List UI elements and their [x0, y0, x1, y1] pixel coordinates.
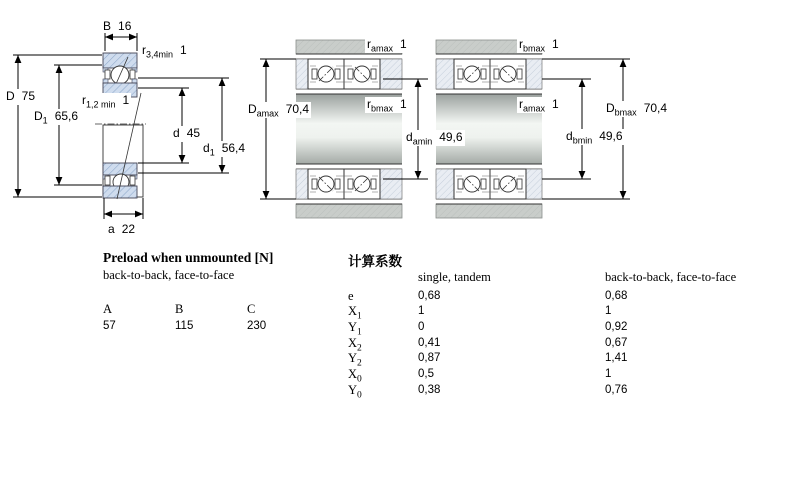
bearing-datasheet-page: B 16 $r_{3,4min}$ 1 D 75 $D_1$ 65,6 $r_{1,2 min}$ 1 d 45 $d_1$ 56,4 a 22 $r_{amax}$ 1 $D_{amax}$ 70,4 $r_{bmax}$ 1 $d_{amin}$ 49,6 $r_{bmax}$ 1 $r_{amax}$ 1 $D_{bmax}$ 70,4 $d_{bmin}$ 49,6 Preload when unmounted [N] back-to-back, face-to-face A B C 57 115 230 计算系数 single, tandem back-to-back, face-to-face e 0,68 0,68 $X_1$ 1 1 $Y_1$ 0 0,92 $X_2$ 0,41 0,67 $Y_2$ 0,87 1,41 $X_0$ 0,5 1 $Y_0$ 0,38 0,76 [0, 0, 800, 500]
dim-label-D: D 75 [4, 89, 37, 105]
dim-label-rbmax-right: $r_{bmax}$ 1 [519, 37, 559, 54]
dim-label-ramax-right: $r_{amax}$ 1 [519, 97, 559, 114]
preload-value-c: 230 [247, 320, 267, 332]
preload-header-row [103, 302, 363, 317]
preload-col-b: B [175, 302, 184, 316]
preload-title: Preload when unmounted [N] [103, 250, 274, 265]
dim-label-r12min: $r_{1,2 min}$ 1 [82, 93, 130, 110]
preload-value-a: 57 [103, 320, 116, 332]
dim-label-Damax: $D_{amax}$ 70,4 [248, 102, 310, 119]
dim-label-damin: $d_{amin}$ 49,6 [406, 130, 463, 147]
right-arrangement-diagram [436, 40, 542, 218]
preload-col-a: A [103, 302, 113, 316]
dim-label-d: d 45 [171, 126, 202, 142]
dim-label-Dbmax: $D_{bmax}$ 70,4 [606, 101, 668, 118]
dim-label-ramax-middle: $r_{amax}$ 1 [367, 37, 407, 54]
factors-col1-header: single, tandem [418, 270, 491, 284]
dim-label-d1: $d_1$ 56,4 [203, 141, 246, 158]
preload-subtitle: back-to-back, face-to-face [103, 268, 235, 282]
dim-label-r34min: $r_{3,4min}$ 1 [142, 43, 187, 60]
dim-label-rbmax-middle: $r_{bmax}$ 1 [367, 97, 407, 114]
dim-label-B: B 16 [103, 19, 132, 33]
factors-title: 计算系数 [348, 254, 402, 269]
dim-label-dbmin: $d_{bmin}$ 49,6 [566, 129, 623, 146]
preload-value-row [103, 320, 363, 332]
preload-col-c: C [247, 302, 256, 316]
factors-col2-header: back-to-back, face-to-face [605, 270, 737, 284]
left-bearing-cross-section [95, 53, 146, 199]
dim-label-D1: $D_1$ 65,6 [34, 109, 79, 126]
preload-table [103, 250, 363, 332]
middle-arrangement-diagram [296, 40, 402, 218]
preload-value-b: 115 [175, 320, 194, 332]
dim-label-a: a 22 [108, 222, 136, 236]
